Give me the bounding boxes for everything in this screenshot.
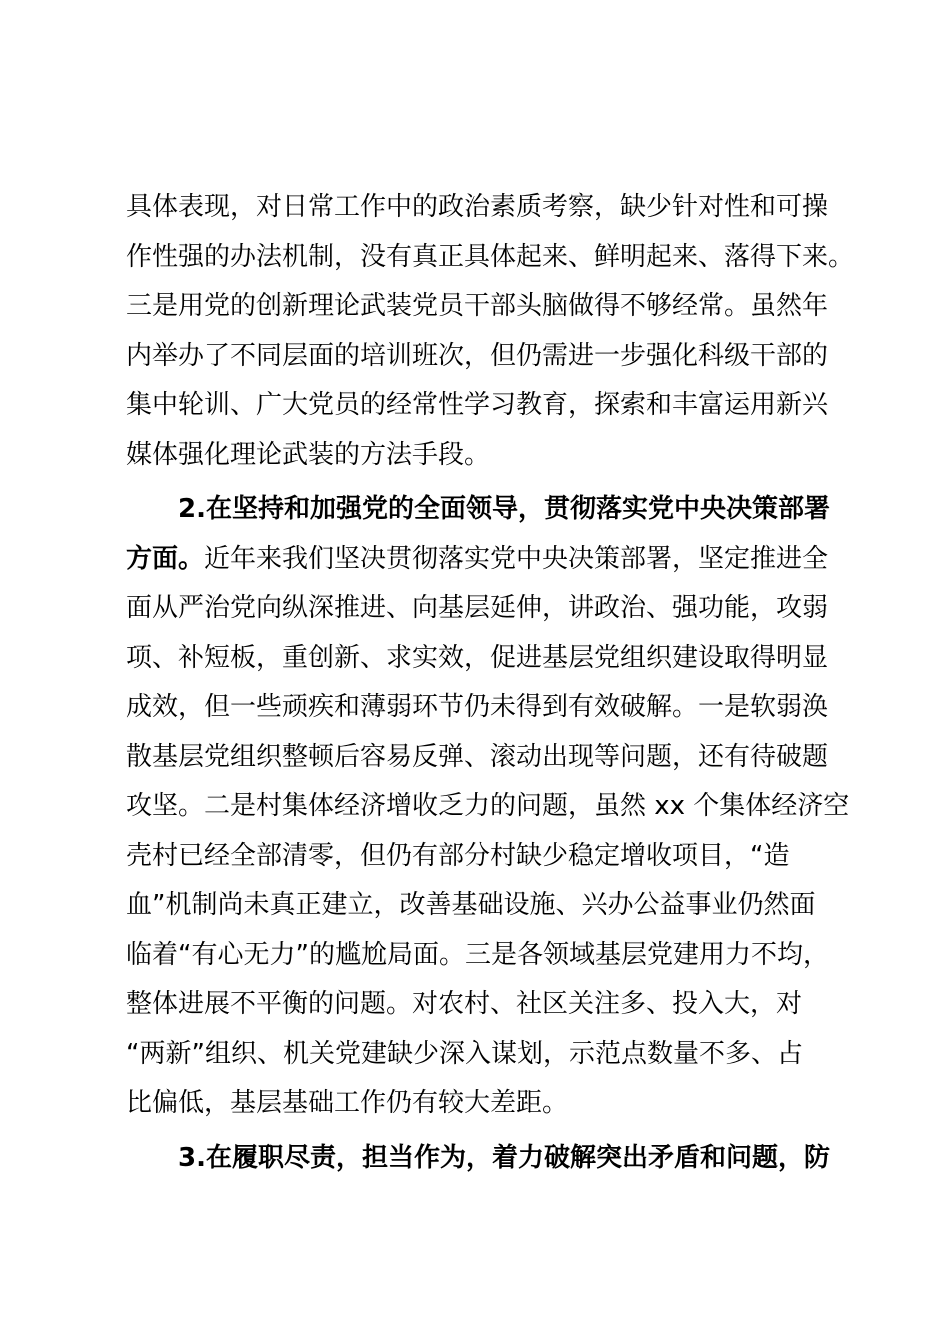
body-text: 散基层党组织整顿后容易反弹、滚动出现等问题，还有待破题 — [126, 742, 829, 772]
text-line — [178, 484, 918, 534]
body-text: 作性强的办法机制，没有真正具体起来、鲜明起来、落得下来。 — [126, 242, 855, 272]
body-text: 整体进展不平衡的问题。对农村、社区关注多、投入大，对 — [126, 989, 803, 1019]
body-text: 壳村已经全部清零，但仍有部分村缺少稳定增收项目，“造 — [126, 841, 790, 871]
text-line — [126, 331, 866, 381]
body-text: 临着“有心无力”的尴尬局面。三是各领域基层党建用力不均， — [126, 940, 829, 970]
text-line — [126, 534, 866, 584]
bold-heading-text: 2.在坚持和加强党的全面领导，贯彻落实党中央决策部署 — [178, 494, 830, 524]
text-line — [126, 633, 866, 683]
body-text: 比偏低，基层基础工作仍有较大差距。 — [126, 1088, 569, 1118]
body-text: 集中轮训、广大党员的经常性学习教育，探索和丰富运用新兴 — [126, 390, 829, 420]
body-text: 攻坚。二是村集体经济增收乏力的问题，虽然 xx 个集体经济空 — [126, 791, 850, 821]
text-line — [126, 232, 866, 282]
body-text: 三是用党的创新理论武装党员干部头脑做得不够经常。虽然年 — [126, 291, 829, 321]
body-text: 血”机制尚未真正建立，改善基础设施、兴办公益事业仍然面 — [126, 890, 816, 920]
body-text: 项、补短板，重创新、求实效，促进基层党组织建设取得明显 — [126, 643, 829, 673]
bold-heading-text: 3.在履职尽责，担当作为，着力破解突出矛盾和问题，防 — [178, 1143, 830, 1173]
text-line — [126, 781, 866, 831]
body-text: 具体表现，对日常工作中的政治素质考察，缺少针对性和可操 — [126, 192, 829, 222]
text-line — [126, 281, 866, 331]
text-line — [126, 1029, 866, 1079]
text-line — [126, 732, 866, 782]
text-line — [126, 979, 866, 1029]
text-line — [126, 583, 866, 633]
text-line — [126, 880, 866, 930]
body-text: 面从严治党向纵深推进、向基层延伸，讲政治、强功能，攻弱 — [126, 593, 829, 623]
text-line — [126, 430, 866, 480]
text-line — [178, 1133, 918, 1183]
body-text: 内举办了不同层面的培训班次，但仍需进一步强化科级干部的 — [126, 341, 829, 371]
bold-heading-text: 方面。 — [126, 544, 205, 574]
text-line — [126, 930, 866, 980]
body-text: “两新”组织、机关党建缺少深入谋划，示范点数量不多、占 — [126, 1039, 803, 1069]
text-line — [126, 1078, 866, 1128]
text-line — [126, 380, 866, 430]
text-line — [126, 682, 866, 732]
text-line — [126, 831, 866, 881]
body-text: 媒体强化理论武装的方法手段。 — [126, 440, 491, 470]
body-text: 成效，但一些顽疾和薄弱环节仍未得到有效破解。一是软弱涣 — [126, 692, 829, 722]
text-line — [126, 182, 866, 232]
body-text: 近年来我们坚决贯彻落实党中央决策部署，坚定推进全 — [204, 544, 829, 574]
